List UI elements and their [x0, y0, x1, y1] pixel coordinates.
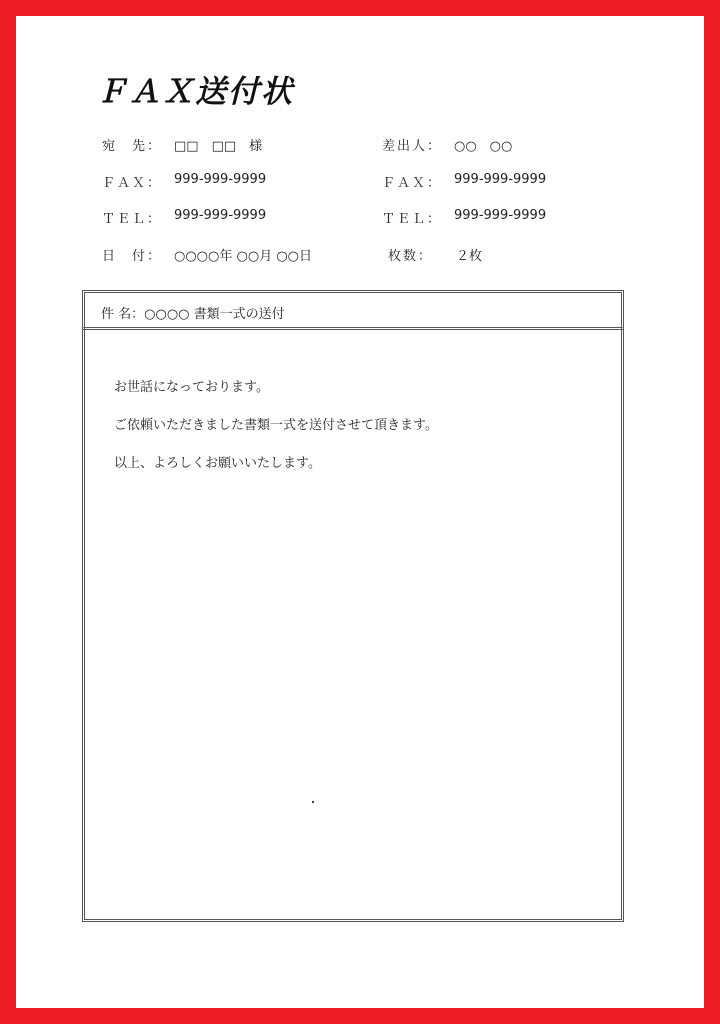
message-line-1: お世話になっております。: [114, 380, 269, 395]
to-fax-label: ＦＡＸ：: [102, 176, 163, 191]
sender-label: 差出人：: [382, 139, 443, 154]
to-tel-label: ＴＥＬ：: [102, 212, 163, 227]
to-label: 宛 先：: [102, 139, 163, 154]
to-value: □□ □□ 様: [174, 139, 263, 154]
sender-tel-value: 999-999-9999: [454, 208, 547, 223]
sender-fax-value: 999-999-9999: [454, 172, 547, 187]
document-title: ＦＡＸ送付状: [96, 74, 294, 110]
date-value: ○○○○年 ○○月 ○○日: [174, 249, 313, 264]
message-line-2: ご依頼いただきました書類一式を送付させて頂きます。: [114, 418, 438, 433]
subject-text: 件 名：○○○○ 書類一式の送付: [101, 307, 285, 322]
subject-box: [82, 290, 624, 330]
stray-dot: [312, 801, 314, 803]
pages-label: 枚数：: [388, 249, 434, 264]
sender-tel-label: ＴＥＬ：: [382, 212, 443, 227]
to-fax-value: 999-999-9999: [174, 172, 267, 187]
pages-value: ２枚: [456, 249, 483, 264]
sender-fax-label: ＦＡＸ：: [382, 176, 443, 191]
date-label: 日 付：: [102, 249, 163, 264]
sender-value: ○○ ○○: [454, 139, 513, 154]
to-tel-value: 999-999-9999: [174, 208, 267, 223]
message-line-3: 以上、よろしくお願いいたします。: [114, 456, 321, 471]
